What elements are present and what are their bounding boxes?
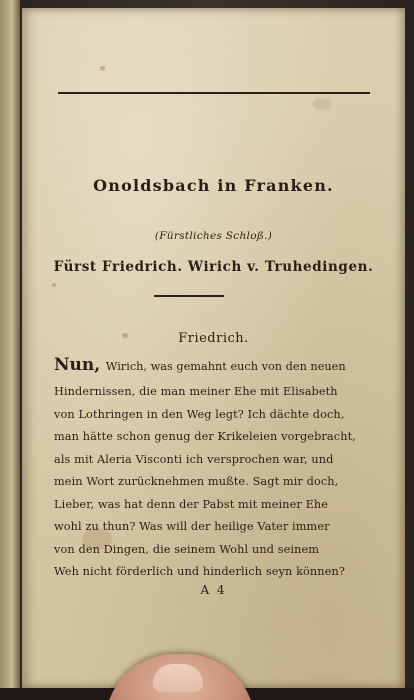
- text-line: man hätte schon genug der Krikeleien vorgebracht,: [54, 430, 356, 443]
- first-word: Nun,: [54, 355, 101, 375]
- text-line: als mit Aleria Visconti ich versprochen war, und: [54, 453, 334, 466]
- header-rule: [58, 92, 370, 94]
- foxing-spot: [312, 98, 332, 110]
- thumbnail: [153, 664, 203, 692]
- foxing-spot: [100, 66, 105, 71]
- text-line: Hindernissen, die man meiner Ehe mit Elisabeth: [54, 385, 338, 398]
- speaker-name: Friedrich.: [178, 331, 249, 346]
- location-note: (Fürstliches Schloß.): [154, 230, 273, 242]
- text-line: Weh nicht förderlich und hinderlich seyn können?: [54, 565, 346, 578]
- scene-title: Onoldsbach in Franken.: [93, 176, 334, 195]
- text-line: von den Dingen, die seinem Wohl und seinem: [54, 543, 320, 556]
- text-line: Lieber, was hat denn der Pabst mit meiner Ehe: [54, 498, 329, 511]
- text-line: wohl zu thun? Was will der heilige Vater immer: [54, 520, 330, 533]
- left-page-edge: [0, 0, 20, 700]
- foxing-spot: [52, 283, 56, 287]
- text-line-content: Wirich, was gemahnt euch von den neuen: [102, 360, 346, 373]
- text-line: [54, 355, 346, 375]
- text-line: von Lothringen in den Weg legt? Ich dächte doch,: [54, 408, 345, 421]
- divider-rule: [154, 295, 224, 297]
- book-page: [22, 8, 405, 688]
- text-line: mein Wort zurücknehmen mußte. Sagt mir doch,: [54, 475, 339, 488]
- page-signature: A 4: [200, 583, 227, 597]
- character-list: Fürst Friedrich. Wirich v. Truhedingen.: [53, 259, 374, 275]
